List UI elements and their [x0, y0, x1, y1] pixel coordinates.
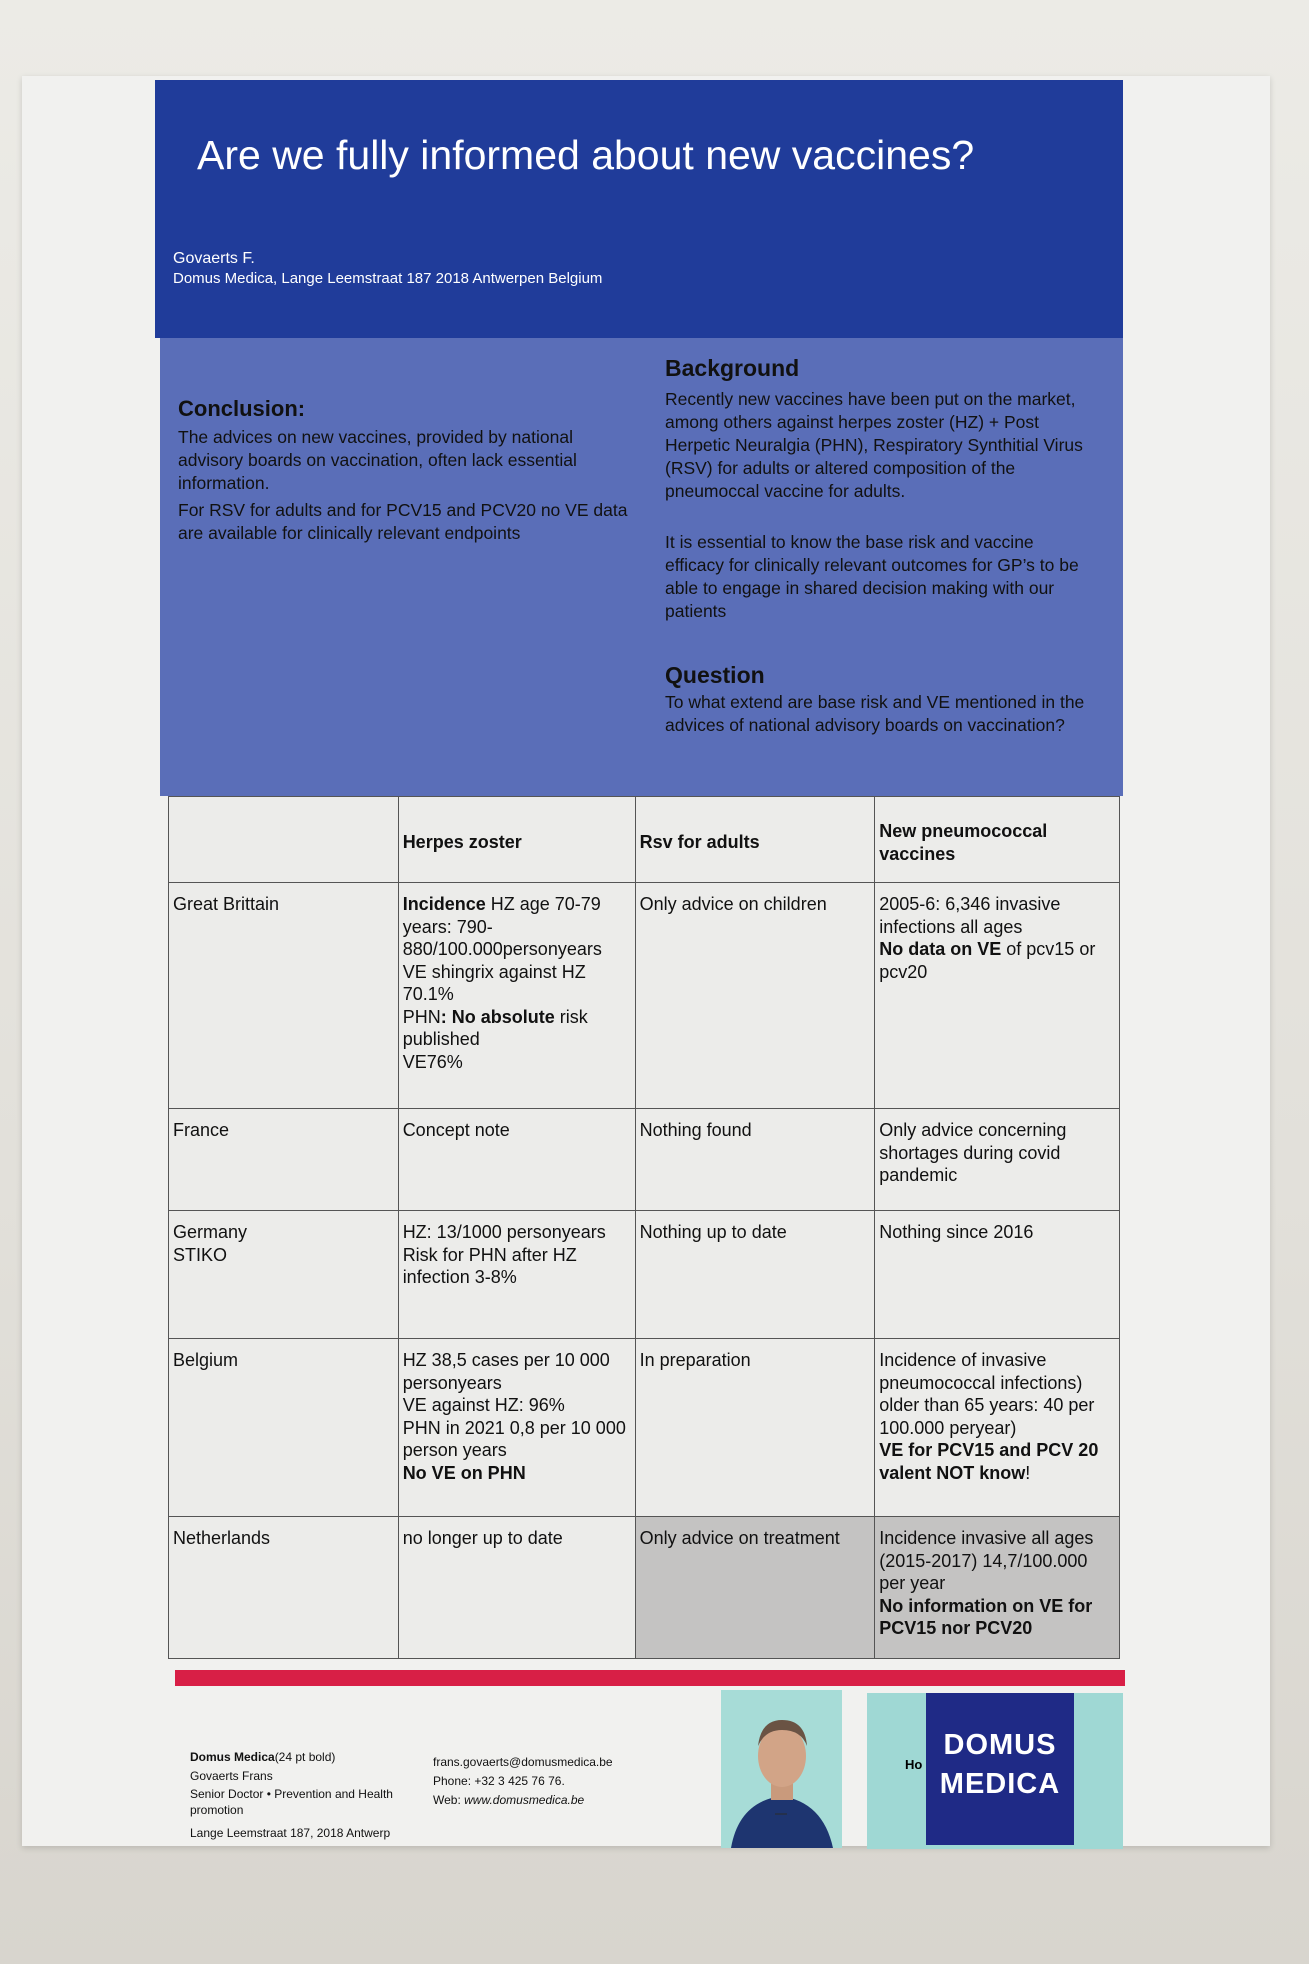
herpes-zoster-cell [398, 1517, 635, 1659]
footer-web: www.domusmedica.be [464, 1793, 585, 1807]
bold-text: : No absolute [440, 1006, 555, 1027]
plain-text: risk published [402, 1006, 588, 1049]
cell-line [640, 1349, 871, 1372]
poster-title: Are we fully informed about new vaccines? [197, 132, 975, 178]
cell-line [403, 1527, 631, 1550]
country-cell [169, 1339, 399, 1517]
plain-text: 2005-6: 6,346 invasive infections all ages [879, 894, 1061, 937]
author-name: Govaerts F. [173, 250, 255, 267]
country-cell [169, 1211, 399, 1339]
country-cell [169, 883, 399, 1109]
cell-line [879, 1349, 1115, 1439]
table-header-row [169, 797, 1120, 883]
cell-line [403, 1244, 631, 1289]
footer-web-label: Web: [433, 1793, 465, 1807]
cell-line [879, 1119, 1115, 1187]
bold-text: No data on VE [879, 939, 1002, 959]
plain-text: In preparation [639, 1350, 751, 1370]
bold-text: Incidence [402, 894, 486, 914]
footer-name: Govaerts Frans [190, 1769, 273, 1783]
rsv-cell [635, 883, 875, 1109]
red-divider-bar [175, 1670, 1125, 1686]
footer-address: Lange Leemstraat 187, 2018 Antwerp [190, 1826, 391, 1840]
plain-text: HZ: 13/1000 personyears [402, 1222, 606, 1242]
plain-text: HZ age 70-79 years: 790-880/100.000personyears [402, 894, 602, 959]
plain-text: VE against HZ: 96% [402, 1395, 565, 1415]
conclusion-text-1: The advices on new vaccines, provided by national advisory boards on vaccination, often lack essential information. [178, 427, 577, 493]
cell-line: STIKO [173, 1244, 228, 1265]
herpes-zoster-cell [398, 1211, 635, 1339]
vaccine-advice-table [168, 796, 1120, 1659]
bold-text: No information on VE for PCV15 nor PCV20 [879, 1595, 1093, 1638]
cell-line [403, 1417, 631, 1462]
rsv-cell [635, 1517, 875, 1659]
cell-line [640, 1119, 871, 1142]
plain-text: Nothing since 2016 [879, 1222, 1034, 1242]
plain-text: PHN in 2021 0,8 per 10 000 person years [402, 1417, 626, 1460]
table-header-herpes-zoster: Herpes zoster [398, 797, 635, 883]
cell-line: Germany [173, 1222, 248, 1242]
cell-line [640, 893, 871, 916]
plain-text: Only advice on children [639, 894, 827, 914]
logo-side-text: Ho [905, 1757, 923, 1772]
cell-line [403, 1221, 631, 1244]
author-photo [721, 1690, 842, 1848]
author-affiliation: Domus Medica, Lange Leemstraat 187 2018 Antwerpen Belgium [173, 270, 603, 287]
cell-line [403, 893, 631, 961]
cell-line [640, 1527, 871, 1550]
pneumococcal-cell [875, 1339, 1120, 1517]
cell-line [403, 1462, 631, 1485]
cell-line [640, 1221, 871, 1244]
table-row [169, 1109, 1120, 1211]
cell-line [879, 893, 1115, 938]
cell-line: Netherlands [173, 1528, 271, 1548]
plain-text: Concept note [402, 1120, 510, 1140]
background-heading: Background [665, 355, 800, 381]
cell-line: France [173, 1120, 230, 1140]
pneumococcal-cell [875, 1211, 1120, 1339]
footer-role: Senior Doctor • Prevention and Health promotion [190, 1787, 393, 1817]
plain-text: Incidence of invasive pneumococcal infections) older than 65 years: 40 per 100.000 peryear) [879, 1350, 1095, 1438]
cell-line [403, 1394, 631, 1417]
pneumococcal-cell [875, 1109, 1120, 1211]
logo-text-line-1: DOMUS [943, 1729, 1057, 1761]
herpes-zoster-cell [398, 1339, 635, 1517]
cell-line [879, 1595, 1115, 1640]
cell-line [403, 1051, 631, 1074]
question-text: To what extend are base risk and VE mentioned in the advices of national advisory boards on vaccination? [665, 692, 1085, 735]
footer-email: frans.govaerts@domusmedica.be [433, 1755, 613, 1769]
plain-text: no longer up to date [402, 1528, 563, 1548]
cell-line: Belgium [173, 1350, 239, 1370]
country-cell [169, 1517, 399, 1659]
footer-contact-block [190, 1748, 420, 1843]
plain-text: VE76% [402, 1051, 463, 1072]
cell-line: Great Brittain [173, 894, 280, 914]
logo-text-line-2: MEDICA [939, 1768, 1061, 1800]
country-cell [169, 1109, 399, 1211]
rsv-cell [635, 1211, 875, 1339]
footer-org-note: (24 pt bold) [274, 1750, 336, 1764]
domus-medica-logo [926, 1693, 1074, 1845]
table-row [169, 1211, 1120, 1339]
plain-text: Nothing up to date [639, 1222, 787, 1242]
plain-text: of pcv15 or pcv20 [879, 939, 1096, 982]
intro-panel [160, 338, 1123, 796]
pneumococcal-cell [875, 1517, 1120, 1659]
plain-text: Nothing found [639, 1120, 752, 1140]
cell-line [879, 1527, 1115, 1595]
poster-header [155, 80, 1123, 338]
plain-text: Only advice concerning shortages during covid pandemic [879, 1120, 1067, 1185]
rsv-cell [635, 1109, 875, 1211]
footer-org: Domus Medica [190, 1750, 275, 1764]
background-text-1: Recently new vaccines have been put on the market, among others against herpes zoster (HZ) + Post Herpetic Neuralgia (PHN), Respiratory Synthitial Virus (RSV) for adults or altered composition of the pneumoccal vaccine for adults. [665, 389, 1083, 501]
plain-text: Risk for PHN after HZ infection 3-8% [402, 1244, 577, 1287]
pneumococcal-cell [875, 883, 1120, 1109]
question-heading: Question [665, 662, 765, 688]
footer-phone: Phone: +32 3 425 76 76. [433, 1774, 565, 1788]
table-header-rsv: Rsv for adults [635, 797, 875, 883]
cell-line [403, 961, 631, 1006]
conclusion-heading: Conclusion: [178, 396, 306, 421]
cell-line [879, 1439, 1115, 1484]
plain-text: Incidence invasive all ages (2015-2017) 14,7/100.000 per year [879, 1528, 1094, 1593]
plain-text: VE shingrix against HZ 70.1% [402, 961, 586, 1004]
cell-line [403, 1349, 631, 1394]
table-row [169, 883, 1120, 1109]
cell-line [403, 1119, 631, 1142]
table-header-pneumococcal: New pneumococcal vaccines [875, 797, 1120, 883]
rsv-cell [635, 1339, 875, 1517]
cell-line [879, 938, 1115, 983]
herpes-zoster-cell [398, 1109, 635, 1211]
table-header-empty [169, 797, 399, 883]
footer-links-block [433, 1753, 613, 1810]
bold-text: VE for PCV15 and PCV 20 valent NOT know [879, 1440, 1099, 1483]
plain-text: ! [1025, 1462, 1031, 1483]
plain-text: PHN [402, 1006, 441, 1027]
conclusion-text-2: For RSV for adults and for PCV15 and PCV20 no VE data are available for clinically relevant endpoints [178, 500, 628, 543]
herpes-zoster-cell [398, 883, 635, 1109]
bold-text: No VE on PHN [402, 1462, 526, 1483]
background-text-2: It is essential to know the base risk and vaccine efficacy for clinically relevant outcomes for GP’s to be able to engage in shared decision making with our patients [665, 532, 1079, 621]
table-row [169, 1517, 1120, 1659]
plain-text: HZ 38,5 cases per 10 000 personyears [402, 1350, 610, 1393]
person-portrait-icon [721, 1690, 842, 1848]
plain-text: Only advice on treatment [639, 1528, 840, 1548]
cell-line [879, 1221, 1115, 1244]
table-row [169, 1339, 1120, 1517]
cell-line [403, 1006, 631, 1051]
